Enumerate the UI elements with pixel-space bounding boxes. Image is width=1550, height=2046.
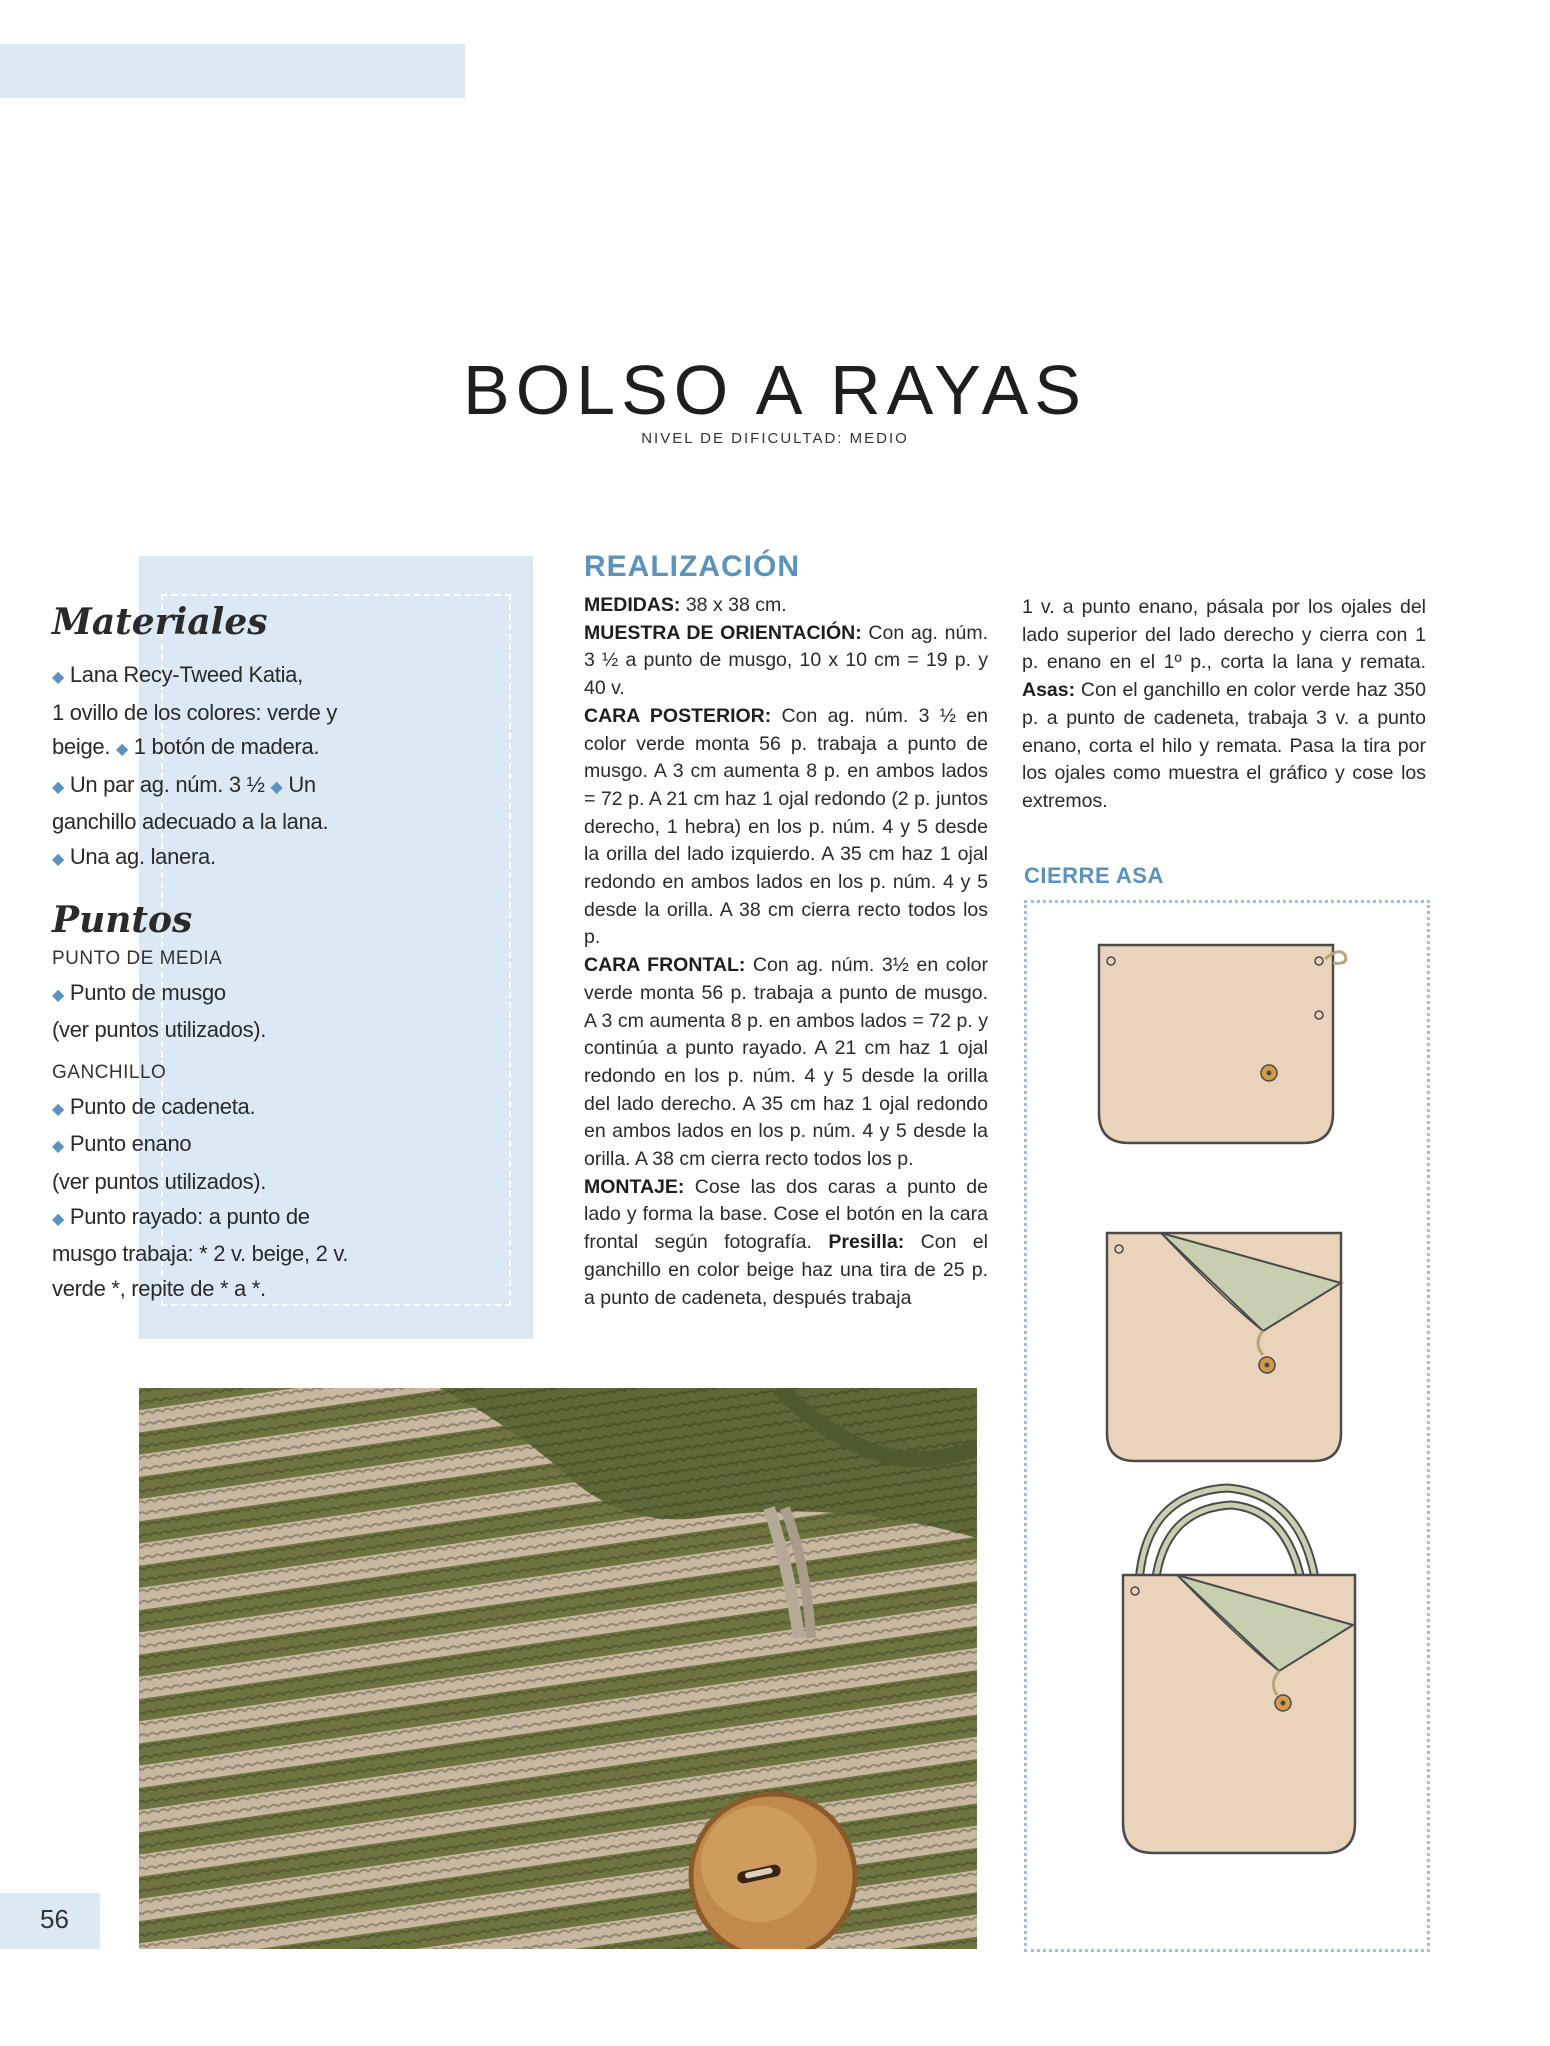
bullet-diamond-icon: ◆: [52, 669, 65, 686]
knitted-bag-photo: [139, 1388, 977, 1949]
materials-list: ◆ Lana Recy-Tweed Katia, 1 ovillo de los colores: verde y beige. ◆ 1 botón de madera. ◆ Un par ag. núm. 3 ½ ◆ Un ganchillo adecuado a la lana. ◆ Una ag. lanera.: [52, 662, 338, 869]
instructions-text: MEDIDAS: 38 x 38 cm. MUESTRA DE ORIENTACIÓN: Con ag. núm. 3 ½ a punto de musgo, 10 x 10 cm = 19 p. y 40 v. CARA POSTERIOR: Con ag. núm. 3 ½ en color verde monta 56 p. trabaja a punto de musgo. A 3 cm aumenta 8 p. en ambos lados = 72 p. A 21 cm haz 1 ojal redondo (2 p. juntos derecho, 1 hebra) en los p. núm. 4 y 5 desde la orilla del lado izquierdo. A 35 cm haz 1 ojal redondo en ambos lados en los p. núm. 4 y 5 desde la orilla. A 38 cm cierra recto todos los p. CARA FRONTAL: Con ag. núm. 3½ en color verde monta 56 p. trabaja a punto de musgo. A 3 cm aumenta 8 p. en ambos lados = 72 p. y continúa a punto rayado. A 21 cm haz 1 ojal redondo en los p. núm. 4 y 5 desde la orilla del lado derecho. A 35 cm haz 1 ojal redondo en ambos lados en los p. núm. 4 y 5 desde la orilla. A 38 cm cierra recto todos los p. MONTAJE: Cose las dos caras a punto de lado y forma la base. Cose el botón en la cara frontal según fotografía. Presilla: Con el ganchillo en color beige haz una tira de 25 p. a punto de cadeneta, después trabaja: [584, 594, 988, 1309]
crochet-label: GANCHILLO: [52, 1061, 167, 1083]
page-number: 56: [40, 1904, 69, 1934]
stitches-heading: Puntos: [52, 898, 193, 941]
bullet-diamond-icon: ◆: [115, 741, 128, 759]
bullet-diamond-icon: ◆: [52, 1100, 65, 1118]
bullet-diamond-icon: ◆: [52, 1210, 65, 1228]
diagram-heading: CIERRE ASA: [1024, 863, 1164, 888]
section-heading: REALIZACIÓN: [584, 550, 800, 583]
materials-heading: Materiales: [52, 601, 268, 643]
bullet-diamond-icon: ◆: [52, 850, 65, 868]
header-color-tab: [0, 44, 465, 98]
knit-label: PUNTO DE MEDIA: [52, 947, 223, 969]
difficulty-level: NIVEL DE DIFICULTAD: MEDIO: [641, 430, 909, 447]
diagram-step-2: [1107, 1233, 1341, 1461]
diagram-step-3: [1123, 1488, 1355, 1853]
instructions-text-continued: 1 v. a punto enano, pásala por los ojales del lado superior del lado derecho y cierra con 1 p. enano en el 1º p., corta la lana y remata. Asas: Con el ganchillo en color verde haz 350 p. a punto de cadeneta, trabaja 3 v. a punto enano, corta el hilo y remata. Pasa la tira por los ojales como muestra el gráfico y cose los extremos.: [1022, 596, 1426, 812]
bullet-diamond-icon: ◆: [52, 778, 65, 796]
knit-list: ◆ Punto de musgo (ver puntos utilizados).: [52, 979, 267, 1043]
handle-closure-diagram: [1027, 903, 1427, 1949]
instructions-column: [584, 548, 988, 1312]
page-title: BOLSO A RAYAS: [463, 351, 1087, 429]
bullet-diamond-icon: ◆: [270, 778, 283, 796]
materials-content: [52, 600, 392, 1306]
diagram-frame: [1024, 900, 1430, 1952]
knit-texture-image: [139, 1388, 977, 1949]
bullet-diamond-icon: ◆: [52, 1138, 65, 1156]
diagram-step-1: [1099, 945, 1346, 1143]
instructions-column-continued: [1022, 594, 1426, 816]
crochet-list: ◆ Punto de cadeneta. ◆ Punto enano (ver puntos utilizados). ◆ Punto rayado: a punto de musgo trabaja: * 2 v. beige, 2 v. verde *, repite de * a *.: [52, 1093, 349, 1301]
bullet-diamond-icon: ◆: [52, 986, 65, 1004]
